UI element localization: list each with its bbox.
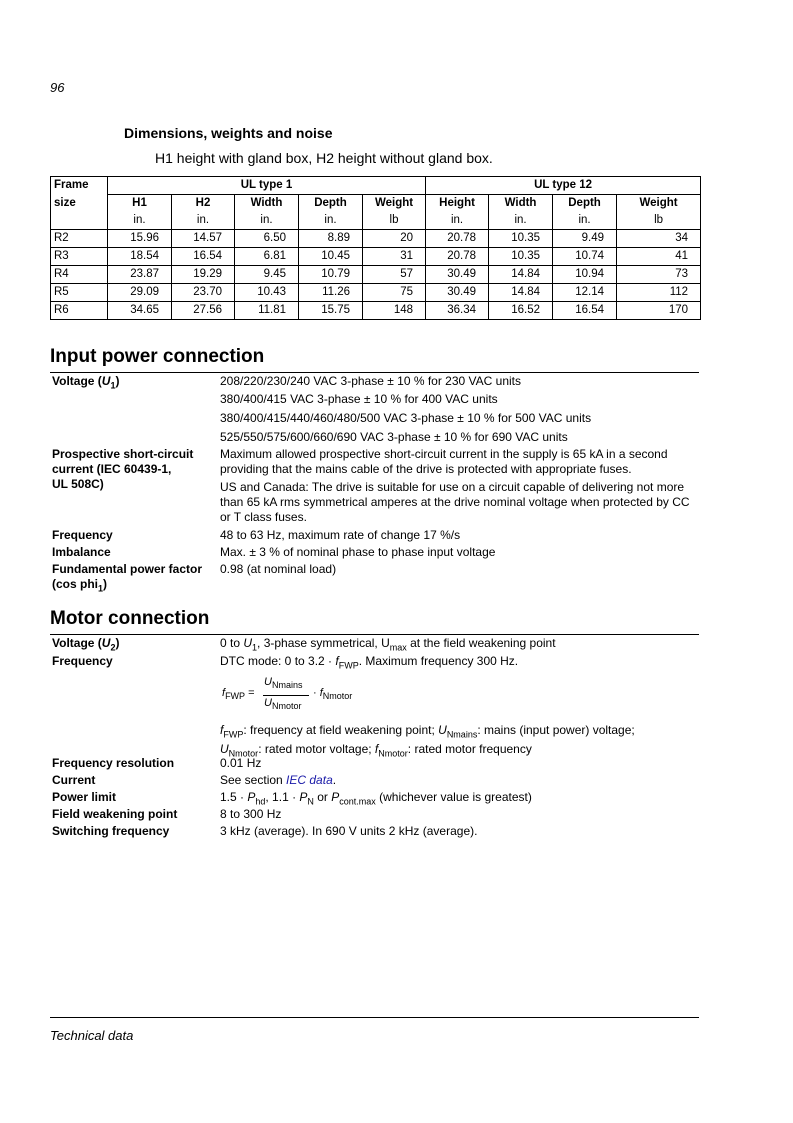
unit-cell: in. bbox=[489, 212, 553, 230]
field-weakening-point-value: 8 to 300 Hz bbox=[220, 807, 282, 821]
group-header-ul1: UL type 1 bbox=[108, 177, 426, 195]
unit-cell: lb bbox=[363, 212, 426, 230]
input-frequency-value: 48 to 63 Hz, maximum rate of change 17 %/s bbox=[220, 528, 461, 542]
short-circuit-text-2: US and Canada: The drive is suitable for use on a circuit capable of delivering not more than 65 kA rms symmetrical amperes at the drive nominal voltage when protected by CC or T class fuses. bbox=[220, 480, 690, 524]
power-limit-value: $1.5 \cdot P_{hd}$, $1.1 \cdot P_N$ or $P_{cont.max}$ (whichever value is greatest) bbox=[220, 790, 532, 807]
frame-unit-cell bbox=[51, 212, 108, 230]
table-cell: 10.79 bbox=[299, 266, 363, 284]
table-cell: 15.96 bbox=[108, 230, 172, 248]
table-cell: 148 bbox=[363, 302, 426, 320]
table-cell: 20.78 bbox=[426, 230, 489, 248]
table-cell: 10.43 bbox=[235, 284, 299, 302]
column-header: Weight bbox=[363, 195, 426, 213]
motor-voltage-value: 0 to $U_1$, 3-phase symmetrical, $U_{max}$ at the field weakening point bbox=[220, 636, 556, 653]
table-cell: 10.45 bbox=[299, 248, 363, 266]
unit-cell: in. bbox=[426, 212, 489, 230]
input-voltage-value-1: 208/220/230/240 VAC 3-phase ± 10 % for 230 VAC units bbox=[220, 374, 522, 388]
imbalance-label: Imbalance bbox=[52, 545, 111, 559]
input-voltage-label: Voltage $(U_1)$ bbox=[52, 374, 120, 391]
power-limit-label: Power limit bbox=[52, 790, 117, 804]
table-cell: 20 bbox=[363, 230, 426, 248]
input-section-title: Input power connection bbox=[50, 346, 265, 367]
current-value: See section IEC data. bbox=[220, 773, 337, 787]
motor-section-rule bbox=[50, 634, 699, 635]
power-factor-label: Fundamental power factor (cos phi$_1$) bbox=[52, 562, 203, 594]
frame-header-2: size bbox=[51, 195, 108, 213]
unit-cell: in. bbox=[235, 212, 299, 230]
frame-size-cell: R2 bbox=[51, 230, 108, 248]
table-cell: 12.14 bbox=[553, 284, 617, 302]
current-label: Current bbox=[52, 773, 96, 787]
formula-legend: $f_{FWP}$: frequency at field weakening point; $U_{Nmains}$: mains (input power) voltage; $U_{Nmotor}$: rated motor voltage; $f_{Nmotor}$: rated motor frequency bbox=[220, 723, 635, 759]
unit-cell: in. bbox=[299, 212, 363, 230]
table-cell: 23.87 bbox=[108, 266, 172, 284]
table-cell: 30.49 bbox=[426, 266, 489, 284]
table-header-row bbox=[51, 177, 701, 195]
frequency-resolution-label: Frequency resolution bbox=[52, 756, 175, 770]
column-header: Width bbox=[489, 195, 553, 213]
motor-section-title: Motor connection bbox=[50, 608, 210, 629]
column-header: Weight bbox=[617, 195, 701, 213]
footer-rule bbox=[50, 1017, 699, 1018]
table-cell: 10.94 bbox=[553, 266, 617, 284]
input-voltage-value-2: 380/400/415 VAC 3-phase ± 10 % for 400 VAC units bbox=[220, 392, 498, 406]
unit-cell: lb bbox=[617, 212, 701, 230]
input-section-rule bbox=[50, 372, 699, 373]
table-cell: 19.29 bbox=[172, 266, 235, 284]
input-voltage-value-4: 525/550/575/600/660/690 VAC 3-phase ± 10 % for 690 VAC units bbox=[220, 430, 568, 444]
frame-size-cell: R6 bbox=[51, 302, 108, 320]
table-row bbox=[51, 302, 701, 320]
switching-frequency-label: Switching frequency bbox=[52, 824, 170, 838]
table-cell: 14.57 bbox=[172, 230, 235, 248]
table-cell: 112 bbox=[617, 284, 701, 302]
column-header: Depth bbox=[553, 195, 617, 213]
table-cell: 9.49 bbox=[553, 230, 617, 248]
table-cell: 14.84 bbox=[489, 266, 553, 284]
column-header: Depth bbox=[299, 195, 363, 213]
table-cell: 16.54 bbox=[553, 302, 617, 320]
table-cell: 16.54 bbox=[172, 248, 235, 266]
column-header: Height bbox=[426, 195, 489, 213]
frame-size-cell: R3 bbox=[51, 248, 108, 266]
column-header: H1 bbox=[108, 195, 172, 213]
table-cell: 15.75 bbox=[299, 302, 363, 320]
table-cell: 10.35 bbox=[489, 230, 553, 248]
motor-frequency-value: DTC mode: 0 to $3.2 \cdot f_{FWP}$. Maximum frequency 300 Hz. bbox=[220, 654, 519, 671]
table-cell: 18.54 bbox=[108, 248, 172, 266]
footer-text: Technical data bbox=[50, 1028, 134, 1043]
table-cell: 23.70 bbox=[172, 284, 235, 302]
frame-header: Frame bbox=[51, 177, 108, 195]
column-header: H2 bbox=[172, 195, 235, 213]
table-cell: 11.81 bbox=[235, 302, 299, 320]
page-number: 96 bbox=[50, 80, 65, 95]
unit-cell: in. bbox=[108, 212, 172, 230]
group-header-ul12: UL type 12 bbox=[426, 177, 701, 195]
table-row bbox=[51, 248, 701, 266]
table-cell: 6.50 bbox=[235, 230, 299, 248]
switching-frequency-value: 3 kHz (average). In 690 V units 2 kHz (average). bbox=[220, 824, 478, 838]
frame-size-cell: R4 bbox=[51, 266, 108, 284]
table-cell: 11.26 bbox=[299, 284, 363, 302]
motor-voltage-label: Voltage $(U_2)$ bbox=[52, 636, 120, 653]
dimensions-table bbox=[50, 176, 701, 320]
unit-cell: in. bbox=[172, 212, 235, 230]
table-cell: 9.45 bbox=[235, 266, 299, 284]
table-cell: 170 bbox=[617, 302, 701, 320]
table-row bbox=[51, 284, 701, 302]
table-unit-row bbox=[51, 212, 701, 230]
short-circuit-label: Prospective short-circuit current (IEC 60439-1, UL 508C) bbox=[52, 447, 194, 491]
dimensions-heading: Dimensions, weights and noise bbox=[124, 125, 333, 141]
table-cell: 20.78 bbox=[426, 248, 489, 266]
input-frequency-label: Frequency bbox=[52, 528, 113, 542]
input-voltage-value-3: 380/400/415/440/460/480/500 VAC 3-phase ± 10 % for 500 VAC units bbox=[220, 411, 592, 425]
table-cell: 30.49 bbox=[426, 284, 489, 302]
table-cell: 8.89 bbox=[299, 230, 363, 248]
table-cell: 10.74 bbox=[553, 248, 617, 266]
table-cell: 31 bbox=[363, 248, 426, 266]
table-row bbox=[51, 230, 701, 248]
table-cell: 27.56 bbox=[172, 302, 235, 320]
table-cell: 29.09 bbox=[108, 284, 172, 302]
motor-frequency-label: Frequency bbox=[52, 654, 113, 668]
fraction-bar bbox=[263, 695, 309, 696]
table-cell: 57 bbox=[363, 266, 426, 284]
column-header: Width bbox=[235, 195, 299, 213]
table-row bbox=[51, 266, 701, 284]
table-column-row bbox=[51, 195, 701, 213]
table-cell: 14.84 bbox=[489, 284, 553, 302]
table-cell: 10.35 bbox=[489, 248, 553, 266]
imbalance-value: Max. ± 3 % of nominal phase to phase input voltage bbox=[220, 545, 496, 559]
table-cell: 41 bbox=[617, 248, 701, 266]
table-cell: 75 bbox=[363, 284, 426, 302]
table-cell: 6.81 bbox=[235, 248, 299, 266]
short-circuit-text-1: Maximum allowed prospective short-circuit current in the supply is 65 kA in a second providing that the mains cable of the drive is protected with appropriate fuses. bbox=[220, 447, 668, 476]
table-cell: 36.34 bbox=[426, 302, 489, 320]
dimensions-note: H1 height with gland box, H2 height without gland box. bbox=[155, 150, 493, 166]
iec-data-link[interactable]: IEC data bbox=[286, 773, 333, 787]
frequency-resolution-value: 0.01 Hz bbox=[220, 756, 262, 770]
frame-size-cell: R5 bbox=[51, 284, 108, 302]
unit-cell: in. bbox=[553, 212, 617, 230]
table-cell: 34.65 bbox=[108, 302, 172, 320]
table-cell: 73 bbox=[617, 266, 701, 284]
table-cell: 34 bbox=[617, 230, 701, 248]
table-cell: 16.52 bbox=[489, 302, 553, 320]
field-weakening-point-label: Field weakening point bbox=[52, 807, 178, 821]
field-weakening-formula: $f_{FWP}$ = $U_{Nmains}$ $U_{Nmotor}$ · $f_{Nmotor}$ bbox=[222, 676, 353, 712]
power-factor-value: 0.98 (at nominal load) bbox=[220, 562, 337, 576]
